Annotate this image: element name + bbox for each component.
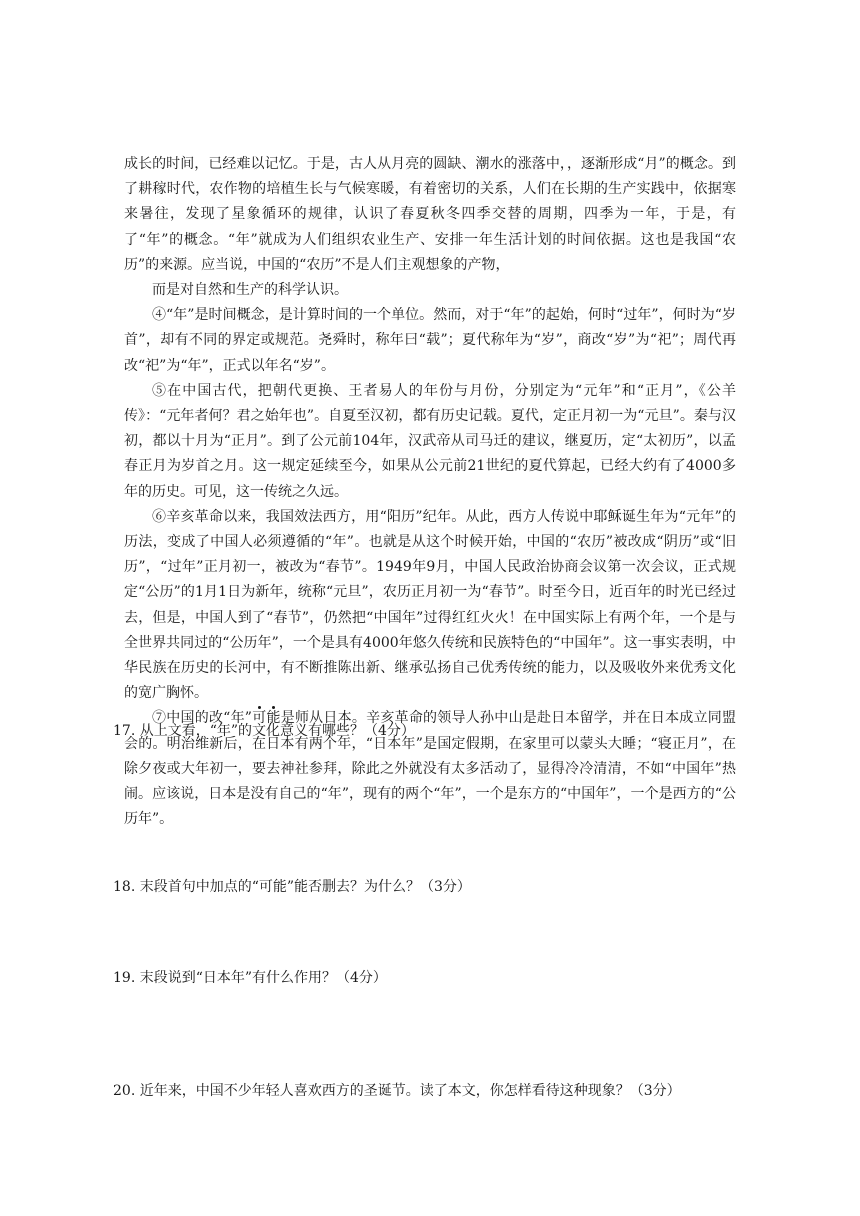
question-19: 19. 末段说到“日本年”有什么作用？（4分） xyxy=(113,970,387,986)
question-18: 18. 末段首句中加点的“可能”能否删去？为什么？（3分） xyxy=(113,879,471,895)
question-17: 17. 从上文看，“年”的文化意义有哪些？（4分） xyxy=(113,723,415,739)
paragraph-7-start: ⑦中国的改“年” xyxy=(152,710,252,727)
paragraph-continued: 成长的时间，已经难以记忆。于是，古人从月亮的圆缺、潮水的涨落中，，逐渐形成“月”的概念。到了耕稼时代，农作物的培植生长与气候寒暖，有着密切的关系，人们在长期的生产实践中，依据寒来暑往，发现了星象循环的规律，认识了春夏秋冬四季交替的周期，四季为一年，于是，有了“年”的概念。“年”就成为人们组织农业生产、安排一年生活计划的时间依据。这也是我国“农历”的来源。应当说，中国的“农历”不是人们主观想象的产物， xyxy=(124,156,736,273)
paragraph-6: ⑥辛亥革命以来，我国效法西方，用“阳历”纪年。从此，西方人传说中耶稣诞生年为“元年”的历法，变成了中国人必须遵循的“年”。也就是从这个时候开始，中国的“农历”被改成“阴历”或“旧历”，“过年”正月初一，被改为“春节”。1949年9月，中国人民政治协商会议第一次会议，正式规定“公历”的1月1日为新年，统称“元旦”，农历正月初一为“春节”。时至今日，近百年的时光已经过去，但是，中国人到了“春节”，仍然把“中国年”过得红红火火！在中国实际上有两个年，一个是与全世界共同过的“公历年”，一个是具有4000年悠久传统和民族特色的“中国年”。这一事实表明，中华民族在历史的长河中，有不断推陈出新、继承弘扬自己优秀传统的能力，以及吸收外来优秀文化的宽广胸怀。 xyxy=(124,508,736,702)
dotted-char-neng: 能 xyxy=(266,710,281,727)
paragraph-7-rest: 是师从日本。辛亥革命的领导人孙中山是赴日本留学，并在日本成立同盟会的。明治维新后，在日本有两个年，“日本年”是国定假期，在家里可以蒙头大睡；“寝正月”，在除夕夜或大年初一，要去神社参拜，除此之外就没有太多活动了，显得冷冷清清，不如“中国年”热闹。应该说，日本是没有自己的“年”，现有的两个“年”，一个是东方的“中国年”，一个是西方的“公历年”。 xyxy=(124,710,737,828)
paragraph-5: ⑤在中国古代，把朝代更换、王者易人的年份与月份，分别定为“元年”和“正月”，《公羊传》：“元年者何？君之始年也”。自夏至汉初，都有历史记载。夏代，定正月初一为“元旦”。秦与汉初，都以十月为“正月”。到了公元前104年，汉武帝从司马迁的建议，继夏历，定“太初历”，以孟春正月为岁首之月。这一规定延续至今，如果从公元前21世纪的夏代算起，已经大约有了4000多年的历史。可见，这一传统之久远。 xyxy=(124,382,736,500)
paragraph-continued-end: 而是对自然和生产的科学认识。 xyxy=(152,282,348,299)
question-20: 20. 近年来，中国不少年轻人喜欢西方的圣诞节。读了本文，你怎样看待这种现象？（3分） xyxy=(113,1083,681,1099)
dotted-char-ke: 可 xyxy=(251,710,267,727)
paragraph-4: ④“年”是时间概念，是计算时间的一个单位。然而，对于“年”的起始，何时“过年”，何时为“岁首”，却有不同的界定或规范。尧舜时，称年曰“载”；夏代称年为“岁”，商改“岁”为“祀”；周代再改“祀”为“年”，正式以年名“岁”。 xyxy=(124,307,736,374)
